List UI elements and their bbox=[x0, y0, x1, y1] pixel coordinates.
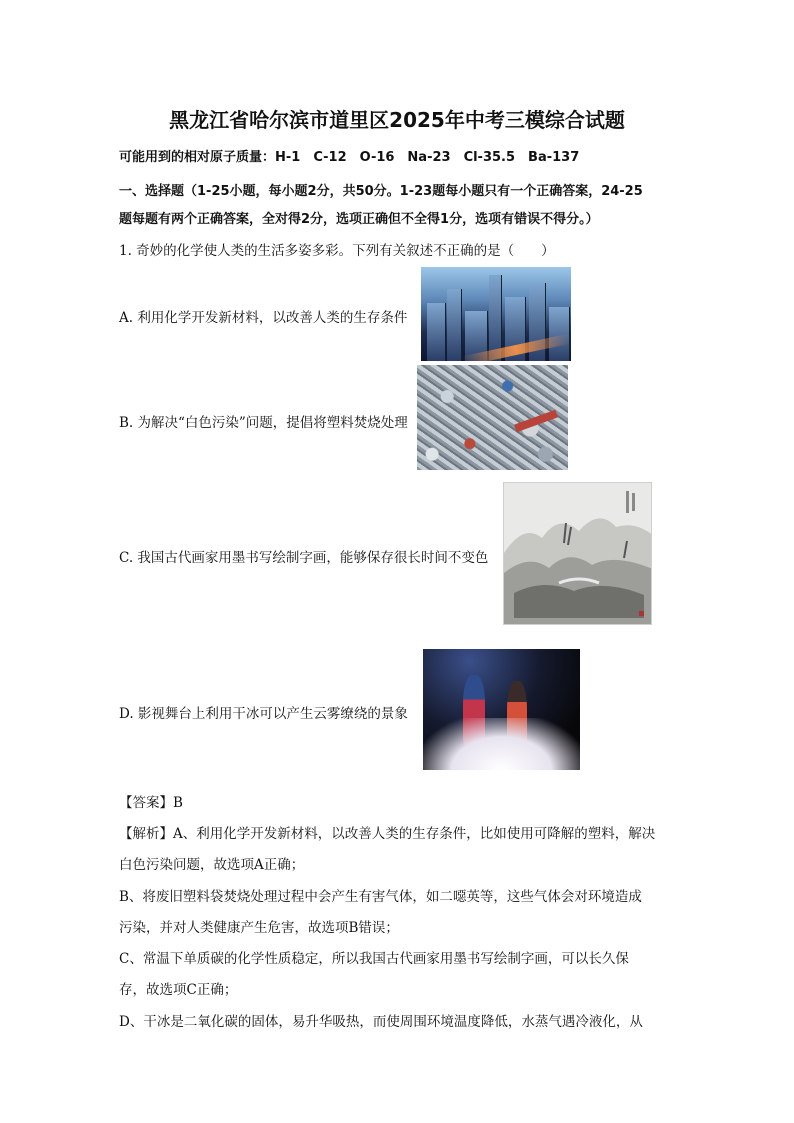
page-title: 黑龙江省哈尔滨市道里区2025年中考三模综合试题 bbox=[169, 108, 625, 132]
plastic-waste-image bbox=[417, 365, 568, 470]
analysis-line: 【解析】A、利用化学开发新材料，以改善人类的生存条件，比如使用可降解的塑料，解决 bbox=[119, 826, 656, 842]
analysis-line: C、常温下单质碳的化学性质稳定，所以我国古代画家用墨书写绘制字画，可以长久保 bbox=[119, 951, 629, 967]
option-a: A. 利用化学开发新材料，以改善人类的生存条件 bbox=[119, 310, 408, 326]
option-b: B. 为解决“白色污染”问题，提倡将塑料焚烧处理 bbox=[119, 415, 408, 431]
analysis-line: 白色污染问题，故选项A正确； bbox=[119, 857, 305, 873]
answer-line: 【答案】B bbox=[119, 795, 183, 811]
section-heading-line2: 题每题有两个正确答案，全对得2分，选项正确但不全得1分，选项有错误不得分。） bbox=[119, 212, 599, 227]
option-c: C. 我国古代画家用墨书写绘制字画，能够保存很长时间不变色 bbox=[119, 550, 489, 566]
atomic-mass-line: 可能用到的相对原子质量：H-1 C-12 O-16 Na-23 Cl-35.5 Ba-137 bbox=[119, 150, 580, 165]
section-heading-line1: 一、选择题（1-25小题，每小题2分，共50分。1-23题每小题只有一个正确答案，24-25 bbox=[119, 184, 643, 199]
city-skyline-image bbox=[421, 267, 571, 361]
analysis-line: 存，故选项C正确； bbox=[119, 982, 238, 998]
analysis-line: D、干冰是二氧化碳的固体，易升华吸热，而使周围环境温度降低，水蒸气遇冷液化，从 bbox=[119, 1014, 643, 1030]
analysis-line: B、将废旧塑料袋焚烧处理过程中会产生有害气体，如二噁英等，这些气体会对环境造成 bbox=[119, 889, 642, 905]
question-stem: 1. 奇妙的化学使人类的生活多姿多彩。下列有关叙述不正确的是（ ） bbox=[119, 243, 555, 259]
ink-painting-image bbox=[503, 482, 652, 625]
option-d: D. 影视舞台上利用干冰可以产生云雾缭绕的景象 bbox=[119, 706, 408, 722]
analysis-line: 污染，并对人类健康产生危害，故选项B错误； bbox=[119, 920, 399, 936]
stage-dry-ice-image bbox=[423, 649, 580, 770]
